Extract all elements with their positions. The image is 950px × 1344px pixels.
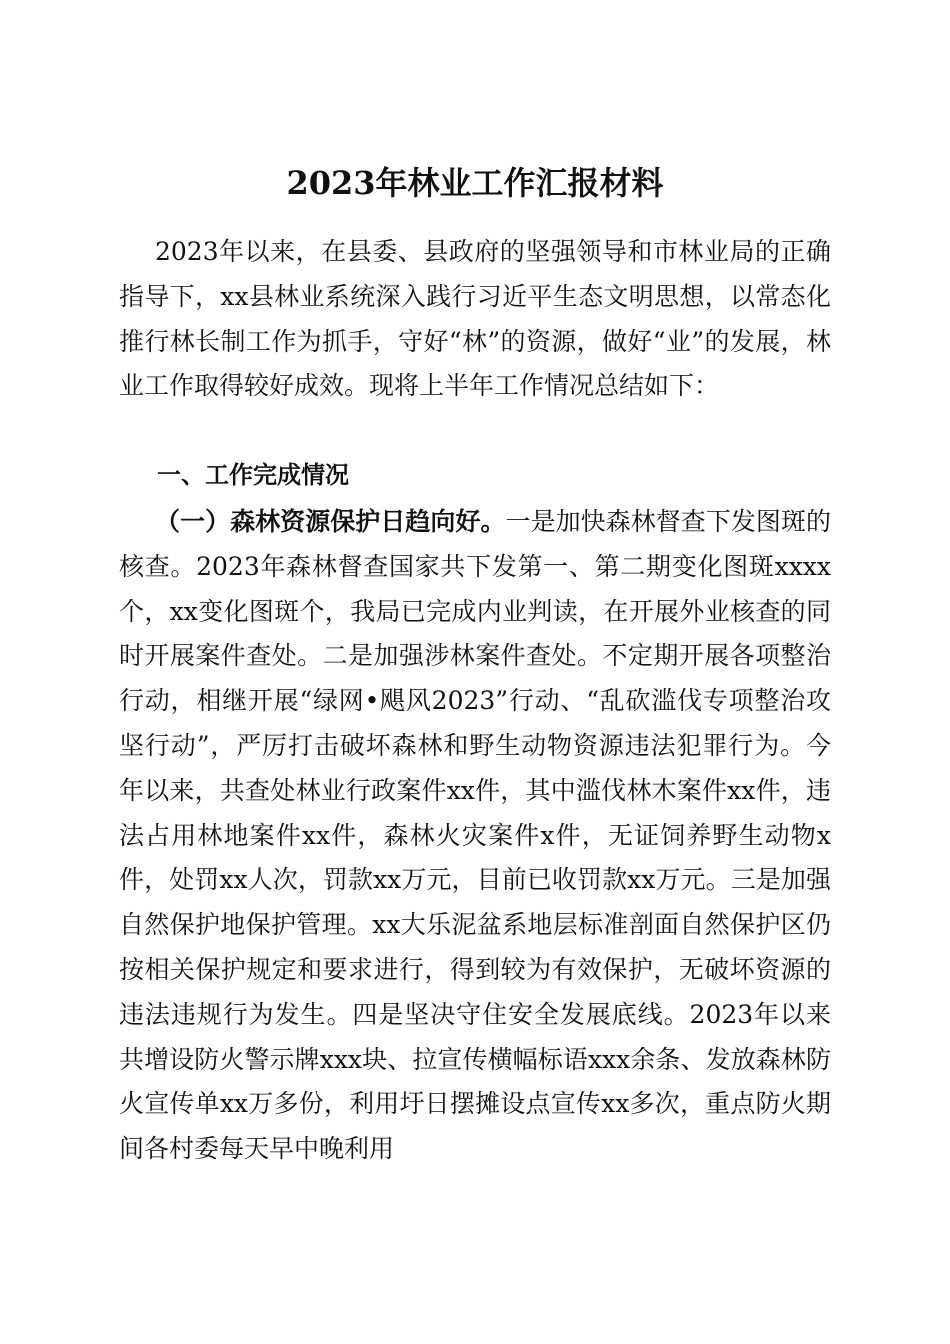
subsection-paragraph [119,500,831,1172]
document-title: 2023年林业工作汇报材料 [286,164,664,203]
section-heading: 一、工作完成情况 [157,461,349,489]
subsection-body: 一是加快森林督查下发图斑的核查。2023年森林督查国家共下发第一、第二期变化图斑xxxx个，xx变化图斑个，我局已完成内业判读，在开展外业核查的同时开展案件查处。二是加强涉林案件查处。不定期开展各项整治行动，相继开展“绿网•飓风2023”行动、“乱砍滥伐专项整治攻坚行动”，严厉打击破坏森林和野生动物资源违法犯罪行为。今年以来，共查处林业行政案件xx件，其中滥伐林木案件xx件，违法占用林地案件xx件，森林火灾案件x件，无证饲养野生动物x件，处罚xx人次，罚款xx万元，目前已收罚款xx万元。三是加强自然保护地保护管理。xx大乐泥盆系地层标准剖面自然保护区仍按相关保护规定和要求进行，得到较为有效保护，无破坏资源的违法违规行为发生。四是坚决守住安全发展底线。2023年以来共增设防火警示牌xxx块、拉宣传横幅标语xxx余条、发放森林防火宣传单xx万多份，利用圩日摆摊设点宣传xx多次，重点防火期间各村委每天早中晚利用 [119,507,831,1164]
subsection-lead: （一）森林资源保护日趋向好。 [155,507,506,536]
intro-paragraph: 2023年以来，在县委、县政府的坚强领导和市林业局的正确指导下，xx县林业系统深入践行习近平生态文明思想，以常态化推行林长制工作为抓手，守好“林”的资源，做好“业”的发展，林业工作取得较好成效。现将上半年工作情况总结如下： [119,237,831,401]
